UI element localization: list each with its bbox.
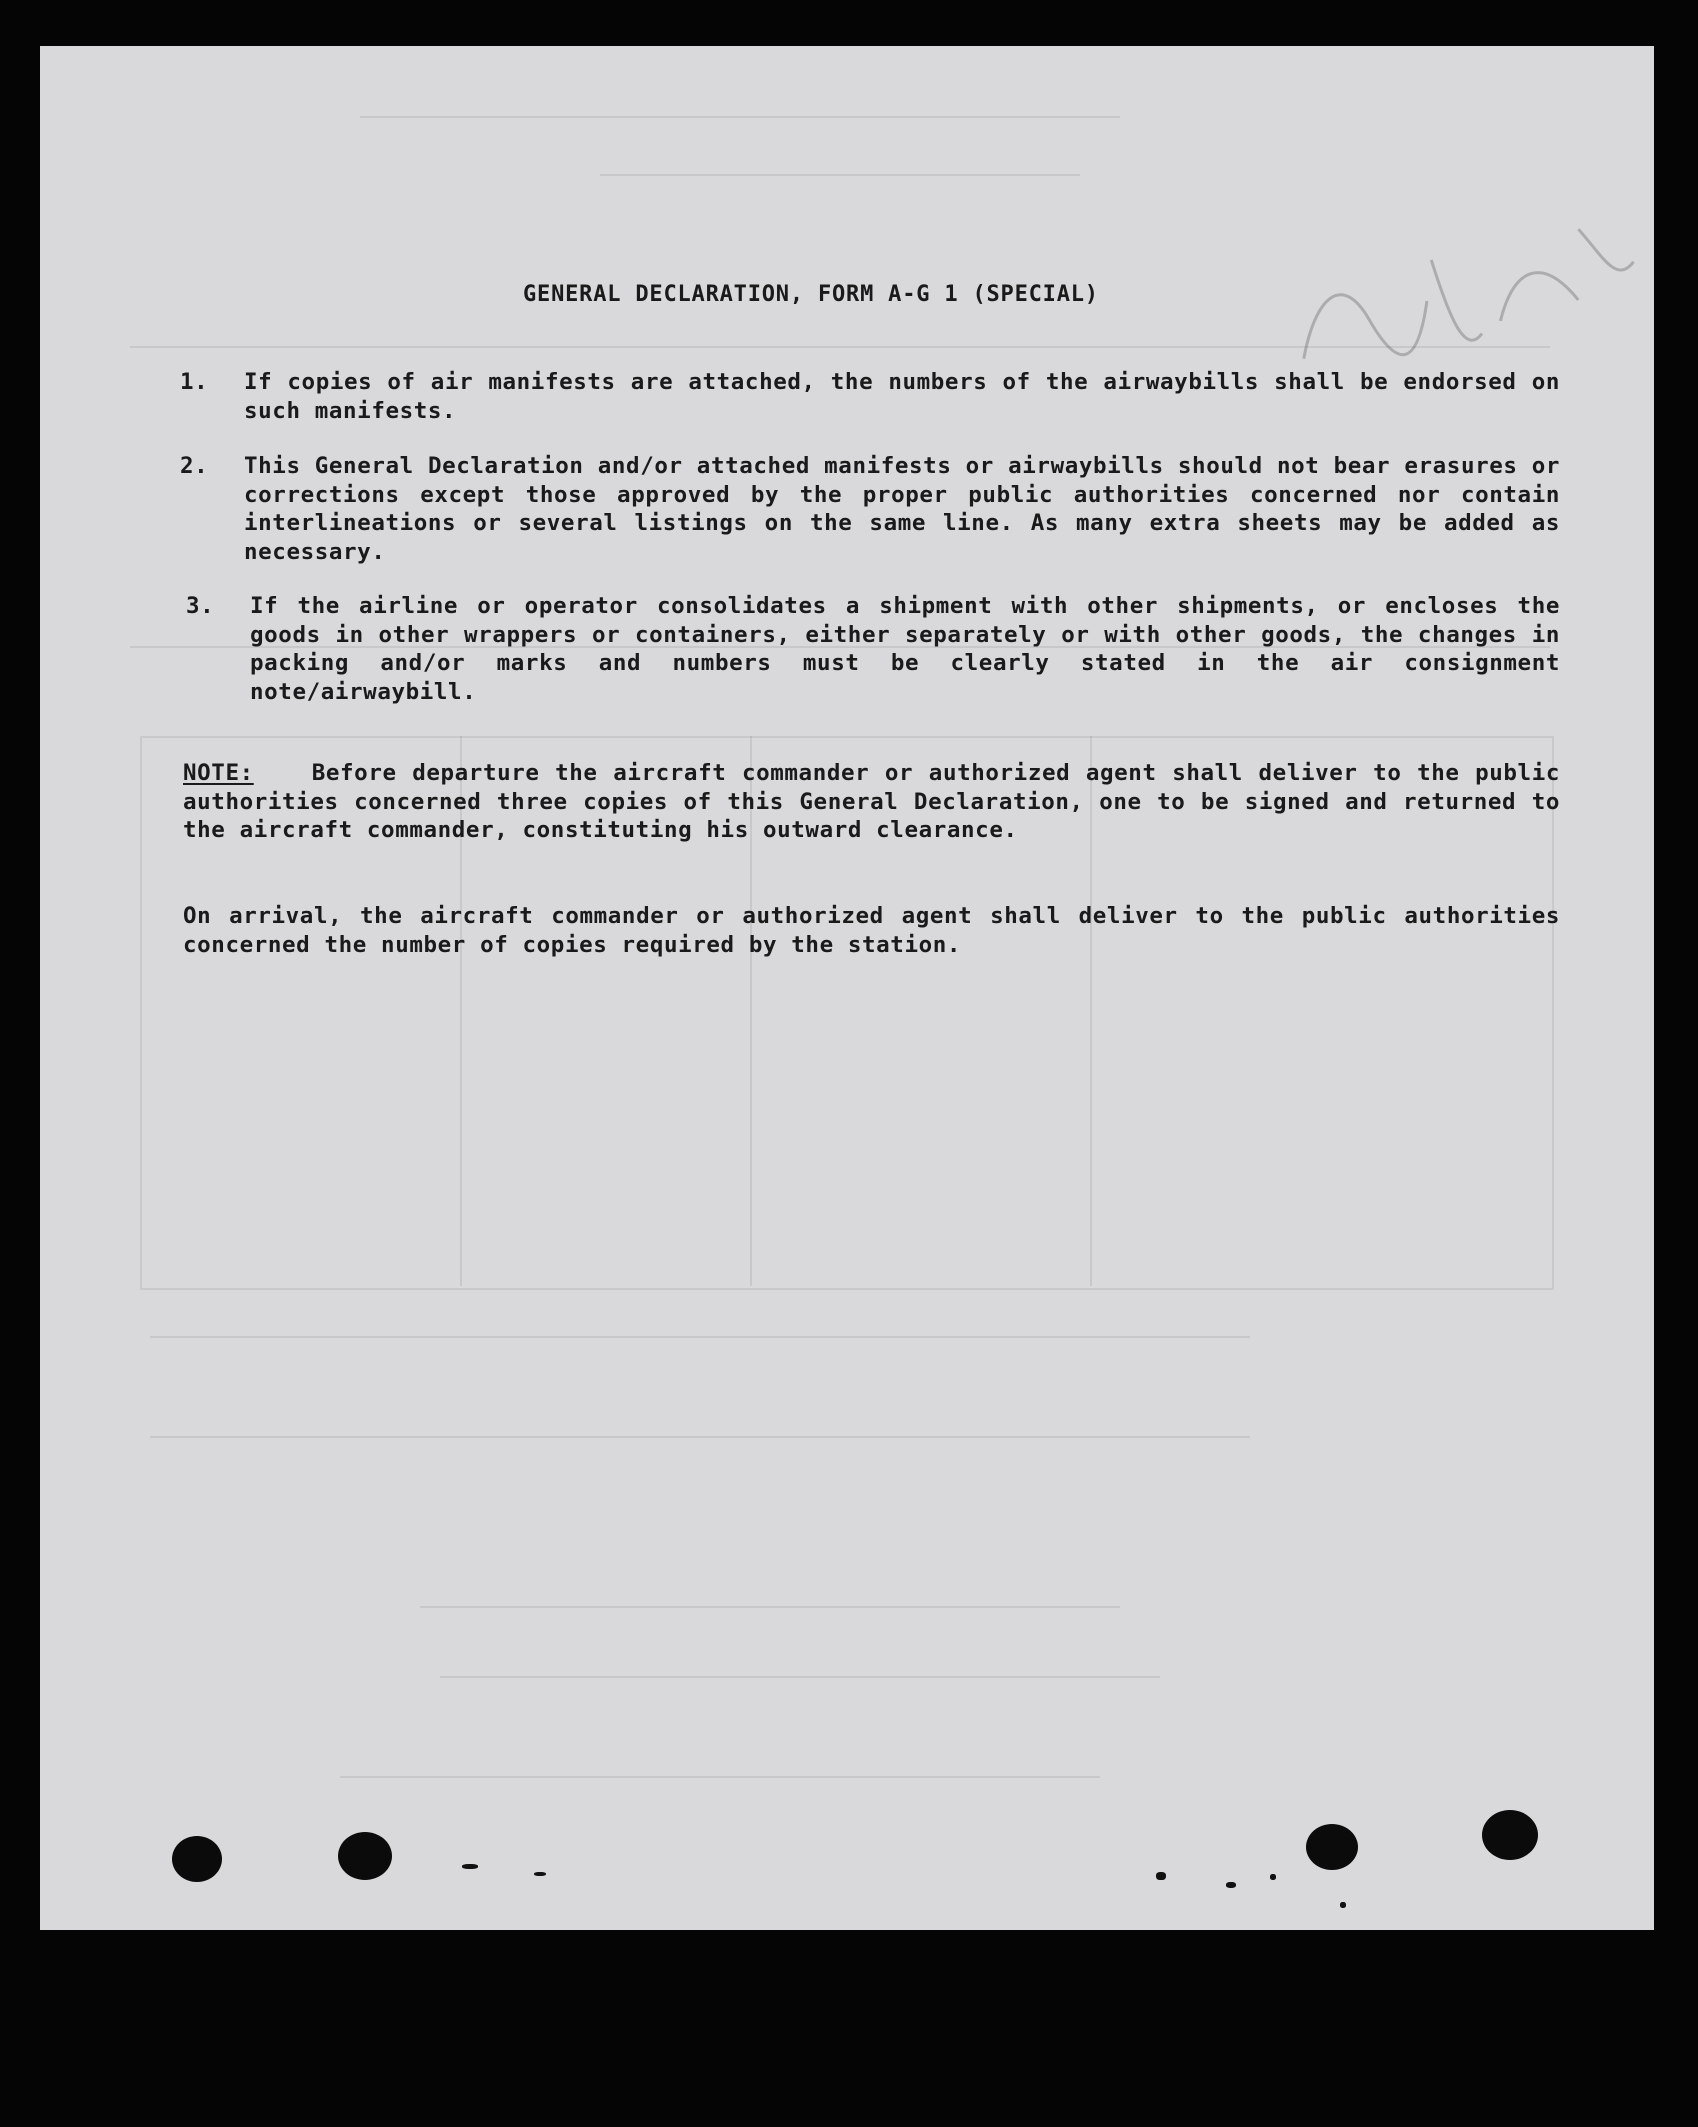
list-item [180,592,1560,706]
item-text: If the airline or operator consolidates a shipment with other shipments, or encloses the goods in other wrappers or containers, either separately or with other goods, the changes in packing and/or marks and numbers must be clearly stated in the air consignment note/airwaybill. [250,593,1560,705]
punch-hole [1306,1824,1358,1870]
list-item [180,368,1560,425]
item-text: This General Declaration and/or attached manifests or airwaybills should not bear erasures or corrections except those approved by the proper public authorities concerned nor contain interlineations or several listings on the same line. As many extra sheets may be added as necessary. [244,453,1560,565]
note-paragraph [183,759,1560,845]
item-number: 3. [186,593,215,619]
debris-speck [462,1864,478,1869]
debris-speck [1270,1874,1276,1880]
item-number: 2. [180,453,209,479]
item-text: If copies of air manifests are attached, the numbers of the airwaybills shall be endorsed on such manifests. [244,369,1560,424]
list-item [180,452,1560,566]
punch-hole [1482,1810,1538,1860]
note-label: NOTE: [183,760,254,786]
document-page [40,46,1654,1930]
debris-speck [534,1872,546,1876]
debris-speck [1156,1872,1166,1880]
punch-hole [172,1836,222,1882]
punch-hole [338,1832,392,1880]
page-title: GENERAL DECLARATION, FORM A-G 1 (SPECIAL) [523,282,1099,307]
note-text: Before departure the aircraft commander or authorized agent shall deliver to the public authorities concerned three copies of this General Declaration, one to be signed and returned to the aircraft commander, constituting his outward clearance. [183,760,1560,843]
arrival-paragraph: On arrival, the aircraft commander or authorized agent shall deliver to the public authorities concerned the number of copies required by the station. [183,903,1560,958]
debris-speck [1226,1882,1236,1888]
debris-speck [1340,1902,1346,1908]
item-number: 1. [180,369,209,395]
